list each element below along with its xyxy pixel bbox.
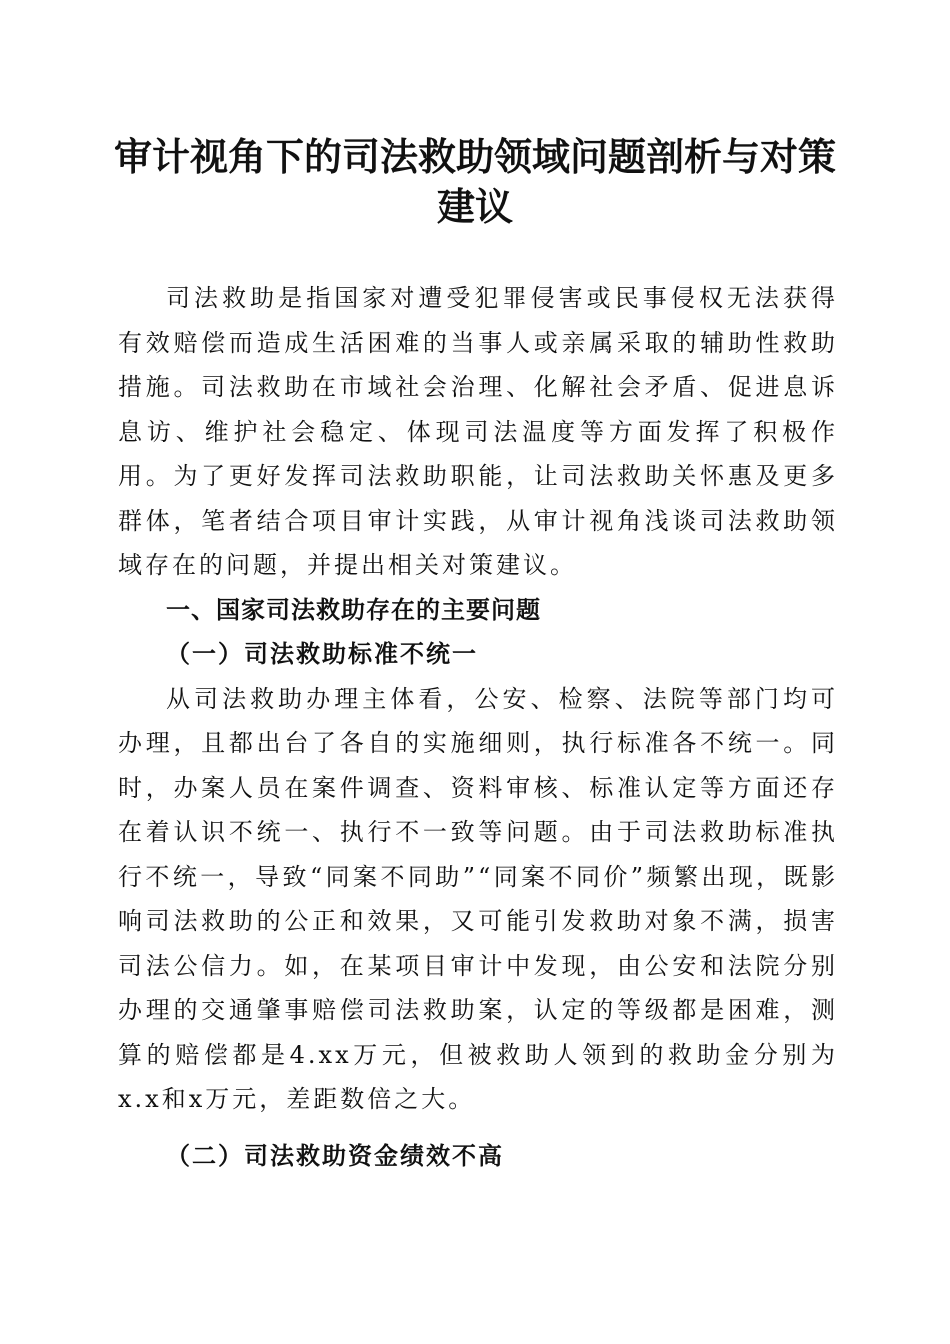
- intro-paragraph: 司法救助是指国家对遭受犯罪侵害或民事侵权无法获得有效赔偿而造成生活困难的当事人或亲属采取的辅助性救助措施。司法救助在市域社会治理、化解社会矛盾、促进息诉息访、维护社会稳定、体现司法温度等方面发挥了积极作用。为了更好发挥司法救助职能，让司法救助关怀惠及更多群体，笔者结合项目审计实践，从审计视角浅谈司法救助领域存在的问题，并提出相关对策建议。: [118, 284, 838, 579]
- section-heading-1: 一、国家司法救助存在的主要问题: [166, 595, 541, 624]
- subsection-1-paragraph: 从司法救助办理主体看，公安、检察、法院等部门均可办理，且都出台了各自的实施细则，执行标准各不统一。同时，办案人员在案件调查、资料审核、标准认定等方面还存在着认识不统一、执行不一致等问题。由于司法救助标准执行不统一，导致“同案不同助”“同案不同价”频繁出现，既影响司法救助的公正和效果，又可能引发救助对象不满，损害司法公信力。如，在某项目审计中发现，由公安和法院分别办理的交通肇事赔偿司法救助案，认定的等级都是困难，测算的赔偿都是4.xx万元，但被救助人领到的救助金分别为x.x和x万元，差距数倍之大。: [118, 684, 838, 1113]
- document-body: [118, 276, 838, 1178]
- subsection-heading-2: （二）司法救助资金绩效不高: [166, 1140, 504, 1170]
- subsection-heading-1: （一）司法救助标准不统一: [166, 639, 478, 668]
- document-title: 审计视角下的司法救助领域问题剖析与对策建议: [113, 134, 836, 229]
